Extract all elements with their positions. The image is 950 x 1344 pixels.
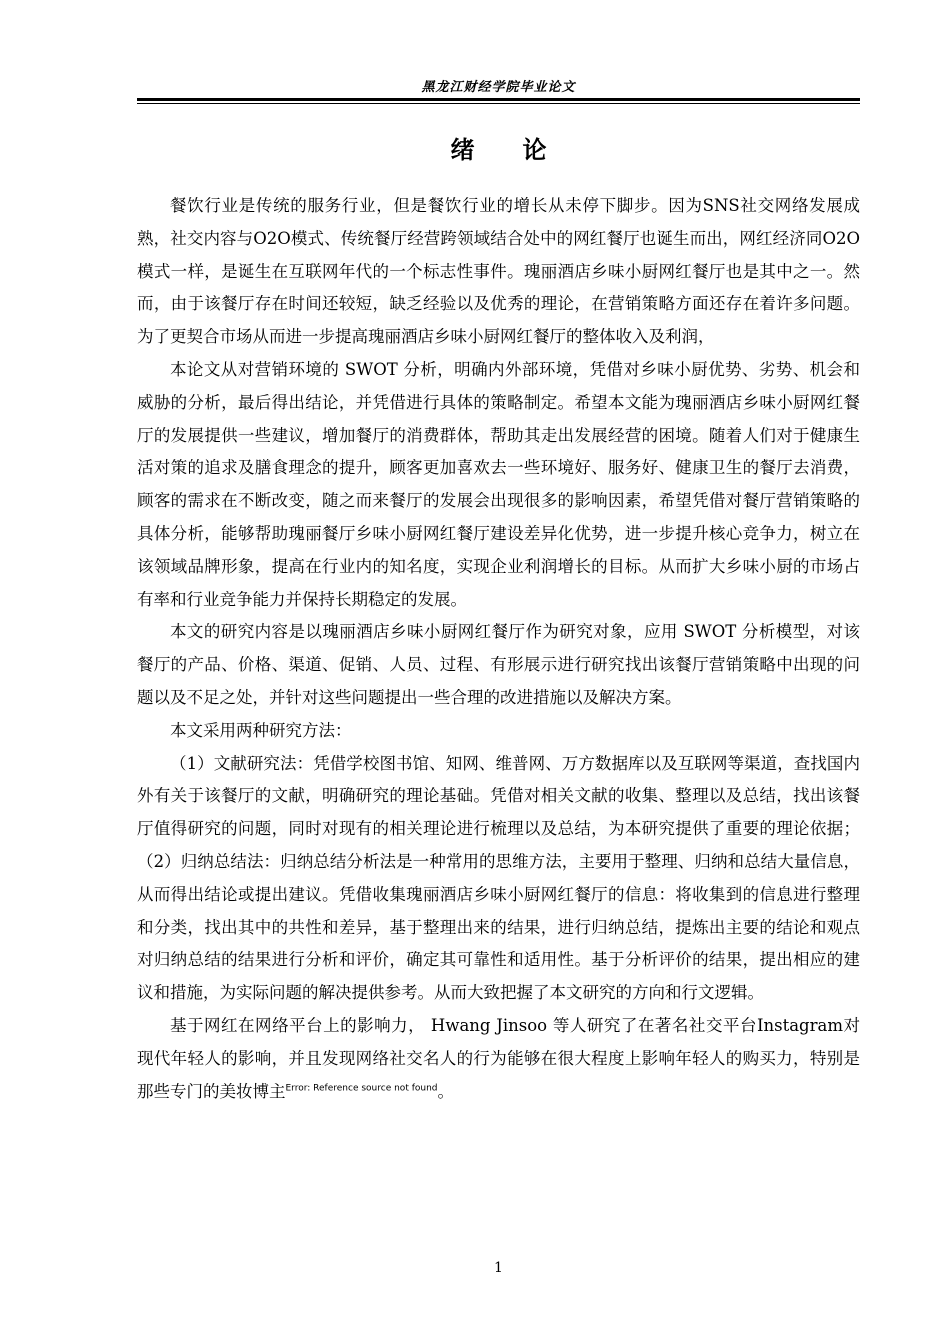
paragraph-1: 餐饮行业是传统的服务行业，但是餐饮行业的增长从未停下脚步。因为SNS社交网络发展成熟，社交内容与O2O模式、传统餐厅经营跨领域结合处中的网红餐厅也诞生而出，网红经济同O2O模式一样，是诞生在互联网年代的一个标志性事件。瑰丽酒店乡味小厨网红餐厅也是其中之一。然而，由于该餐厅存在时间还较短，缺乏经验以及优秀的理论，在营销策略方面还存在着许多问题。为了更契合市场从而进一步提高瑰丽酒店乡味小厨网红餐厅的整体收入及利润， — [137, 196, 860, 347]
paragraph-4: 本文采用两种研究方法： — [170, 720, 352, 740]
paragraph-6-ending: 。 — [437, 1081, 454, 1101]
header-rule-thick — [137, 98, 860, 101]
section-title: 绪论 — [450, 135, 595, 164]
paragraph-5: （1）文献研究法：凭借学校图书馆、知网、维普网、万方数据库以及互联网等渠道，查找国内外有关于该餐厅的文献，明确研究的理论基础。凭借对相关文献的收集、整理以及总结，找出该餐厅值得研究的问题，同时对现有的相关理论进行梳理以及总结，为本研究提供了重要的理论依据；（2）归纳总结法：归纳总结分析法是一种常用的思维方法，主要用于整理、归纳和总结大量信息，从而得出结论或提出建议。凭借收集瑰丽酒店乡味小厨网红餐厅的信息：将收集到的信息进行整理和分类，找出其中的共性和差异，基于整理出来的结果，进行归纳总结，提炼出主要的结论和观点对归纳总结的结果进行分析和评价，确定其可靠性和适用性。基于分析评价的结果，提出相应的建议和措施，为实际问题的解决提供参考。从而大致把握了本文研究的方向和行文逻辑。 — [137, 753, 860, 1003]
body-text — [137, 190, 860, 1108]
page-number: 1 — [494, 1260, 503, 1276]
reference-error-note: Error: Reference source not found — [285, 1083, 438, 1094]
paragraph-6 — [137, 1010, 860, 1108]
paragraph-3: 本文的研究内容是以瑰丽酒店乡味小厨网红餐厅作为研究对象，应用 SWOT 分析模型，对该餐厅的产品、价格、渠道、促销、人员、过程、有形展示进行研究找出该餐厅营销策略中出现的问题以及不足之处，并针对这些问题提出一些合理的改进措施以及解决方案。 — [137, 622, 860, 707]
header-rule-thin — [137, 103, 860, 104]
paragraph-6-text: 基于网红在网络平台上的影响力， Hwang Jinsoo 等人研究了在著名社交平台Instagram对现代年轻人的影响，并且发现网络社交名人的行为能够在很大程度上影响年轻人的购买力，特别是那些专门的美妆博主 — [137, 1015, 860, 1101]
page-header: 黑龙江财经学院毕业论文 — [421, 80, 576, 95]
paragraph-2: 本论文从对营销环境的 SWOT 分析，明确内外部环境，凭借对乡味小厨优势、劣势、机会和威胁的分析，最后得出结论，并凭借进行具体的策略制定。希望本文能为瑰丽酒店乡味小厨网红餐厅的发展提供一些建议，增加餐厅的消费群体，帮助其走出发展经营的困境。随着人们对于健康生活对策的追求及膳食理念的提升，顾客更加喜欢去一些环境好、服务好、健康卫生的餐厅去消费，顾客的需求在不断改变，随之而来餐厅的发展会出现很多的影响因素，希望凭借对餐厅营销策略的具体分析，能够帮助瑰丽餐厅乡味小厨网红餐厅建设差异化优势，进一步提升核心竞争力，树立在该领域品牌形象，提高在行业内的知名度，实现企业利润增长的目标。从而扩大乡味小厨的市场占有率和行业竞争能力并保持长期稳定的发展。 — [137, 359, 860, 609]
